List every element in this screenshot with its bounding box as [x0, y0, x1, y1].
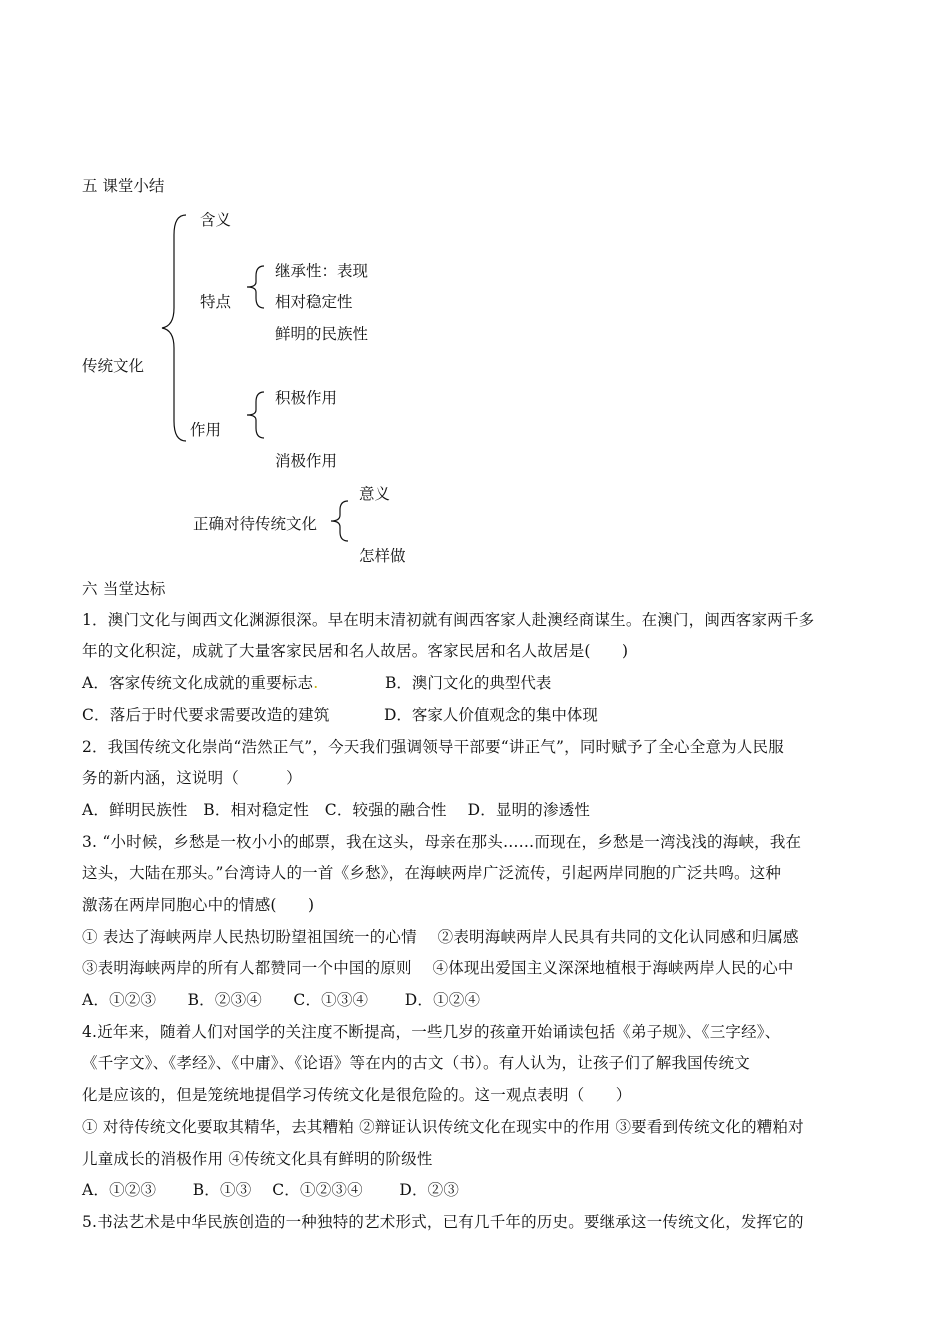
main-brace [160, 213, 190, 443]
role-brace [244, 390, 268, 440]
node-feature-inheritance: 继承性：表现 [275, 262, 369, 280]
q5-line-1: 5.书法艺术是中华民族创造的一种独特的艺术形式，已有几千年的历史。要继承这一传统文化，发挥它的 [82, 1213, 804, 1231]
exercises-heading: 六 当堂达标 [82, 580, 166, 598]
q2-options: A．鲜明民族性 B．相对稳定性 C．较强的融合性 D．显明的渗透性 [82, 801, 591, 819]
q3-line-4: ① 表达了海峡两岸人民热切盼望祖国统一的心情 ②表明海峡两岸人民具有共同的文化认同感和归属感 [82, 928, 799, 946]
q1-line-2: 年的文化积淀，成就了大量客家民居和名人故居。客家民居和名人故居是( ) [82, 642, 629, 660]
q2-line-2: 务的新内涵，这说明（ ） [82, 769, 302, 787]
node-correct-meaning: 意义 [359, 485, 391, 503]
q3-line-2: 这头，大陆在那头。”台湾诗人的一首《乡愁》，在海峡两岸广泛流传，引起两岸同胞的广泛共鸣。这种 [82, 864, 782, 882]
node-feature-stability: 相对稳定性 [275, 293, 353, 311]
q4-options: A．①②③ B．①③ C．①②③④ D．②③ [82, 1181, 460, 1199]
node-features: 特点 [200, 293, 232, 311]
q1-option-a-mark: . [313, 674, 319, 692]
node-role-negative: 消极作用 [275, 452, 338, 470]
q1-option-a-text: A．客家传统文化成就的重要标志 [82, 674, 314, 692]
q2-line-1: 2．我国传统文化崇尚“浩然正气”，今天我们强调领导干部要“讲正气”，同时赋予了全心全意为人民服 [82, 738, 784, 756]
q4-line-3: 化是应该的，但是笼统地提倡学习传统文化是很危险的。这一观点表明（ ） [82, 1086, 632, 1104]
node-traditional-culture: 传统文化 [82, 357, 145, 375]
q1-line-1: 1．澳门文化与闽西文化渊源很深。早在明末清初就有闽西客家人赴澳经商谋生。在澳门，闽西客家两千多 [82, 611, 815, 629]
q3-line-5: ③表明海峡两岸的所有人都赞同一个中国的原则 ④体现出爱国主义深深地植根于海峡两岸人民的心中 [82, 959, 794, 977]
node-feature-national: 鲜明的民族性 [275, 325, 369, 343]
q3-options: A．①②③ B．②③④ C．①③④ D．①②④ [82, 991, 481, 1009]
node-role: 作用 [190, 421, 222, 439]
features-brace [244, 264, 268, 310]
q3-line-3: 激荡在两岸同胞心中的情感( ) [82, 896, 315, 914]
q1-option-d: D．客家人价值观念的集中体现 [384, 706, 598, 724]
node-meaning: 含义 [200, 211, 232, 229]
correct-brace [328, 499, 352, 543]
summary-heading: 五 课堂小结 [82, 177, 165, 195]
q3-line-1: 3. “小时候，乡愁是一枚小小的邮票，我在这头，母亲在那头……而现在，乡愁是一湾浅浅的海峡，我在 [82, 833, 802, 851]
q4-line-4: ① 对待传统文化要取其精华，去其糟粕 ②辩证认识传统文化在现实中的作用 ③要看到传统文化的糟粕对 [82, 1118, 804, 1136]
q4-line-1: 4.近年来，随着人们对国学的关注度不断提高，一些几岁的孩童开始诵读包括《弟子规》、《三字经》、 [82, 1023, 781, 1041]
q4-line-5: 儿童成长的消极作用 ④传统文化具有鲜明的阶级性 [82, 1150, 433, 1168]
q1-option-c: C．落后于时代要求需要改造的建筑 [82, 706, 330, 724]
q1-option-a [82, 673, 318, 693]
node-role-positive: 积极作用 [275, 389, 338, 407]
node-correct-how: 怎样做 [359, 547, 406, 565]
q4-line-2: 《千字文》、《孝经》、《中庸》、《论语》等在内的古文（书）。有人认为，让孩子们了解我国传统文 [82, 1054, 750, 1072]
q1-option-b: B．澳门文化的典型代表 [385, 674, 552, 692]
node-correct-treatment: 正确对待传统文化 [193, 515, 318, 533]
